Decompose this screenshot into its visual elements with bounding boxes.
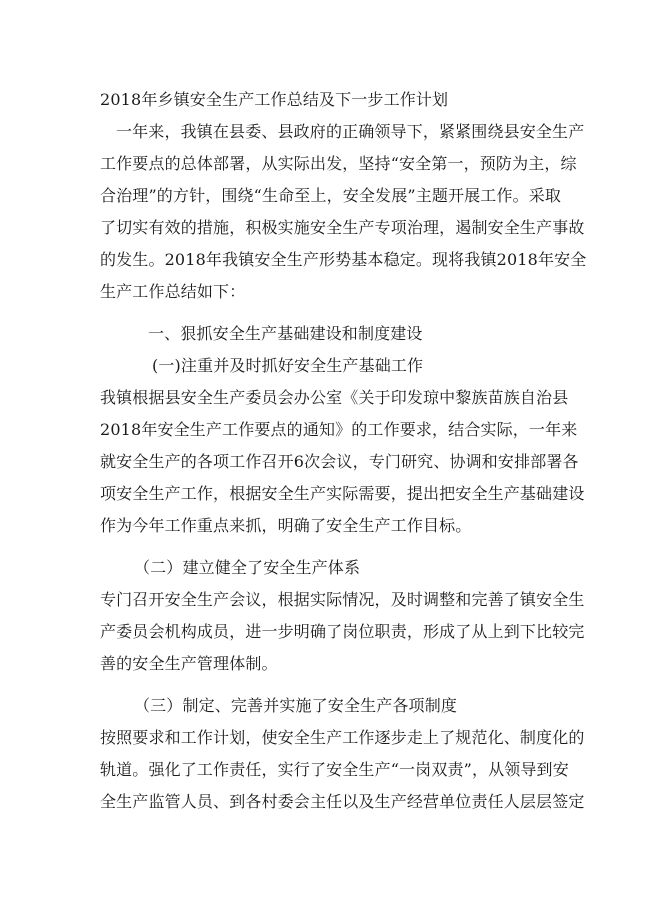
- section-heading-1: 一、狠抓安全生产基础建设和制度建设: [148, 324, 423, 343]
- document-title: 2018年乡镇安全生产工作总结及下一步工作计划: [100, 90, 449, 109]
- intro-line-5: 的发生。2018年我镇安全生产形势基本稳定。现将我镇2018年安全: [100, 250, 587, 269]
- sub3-line-2: 轨道。强化了工作责任，实行了安全生产“一岗双责”，从领导到安: [100, 760, 569, 779]
- intro-line-1: 一年来，我镇在县委、县政府的正确领导下，紧紧围绕县安全生产: [116, 122, 585, 141]
- intro-line-3: 合治理”的方针，围绕“生命至上，安全发展”主题开展工作。采取: [100, 186, 562, 205]
- intro-line-6: 生产工作总结如下：: [100, 282, 246, 301]
- sub1-line-3: 就安全生产的各项工作召开6次会议，专门研究、协调和安排部署各: [100, 452, 579, 471]
- sub1-line-1: 我镇根据县安全生产委员会办公室《关于印发琼中黎族苗族自治县: [100, 388, 569, 407]
- intro-line-4: 了切实有效的措施，积极实施安全生产专项治理，遏制安全生产事故: [100, 218, 585, 237]
- sub2-line-3: 善的安全生产管理体制。: [100, 654, 278, 673]
- subsection-heading-3: （三）制定、完善并实施了安全生产各项制度: [134, 696, 458, 715]
- sub1-line-2: 2018年安全生产工作要点的通知》的工作要求，结合实际，一年来: [100, 420, 578, 439]
- sub2-line-1: 专门召开安全生产会议，根据实际情况，及时调整和完善了镇安全生: [100, 590, 585, 609]
- sub1-line-4: 项安全生产工作，根据安全生产实际需要，提出把安全生产基础建设: [100, 484, 585, 503]
- subsection-heading-2: （二）建立健全了安全生产体系: [134, 558, 361, 577]
- sub3-line-1: 按照要求和工作计划，使安全生产工作逐步走上了规范化、制度化的: [100, 728, 585, 747]
- sub2-line-2: 产委员会机构成员，进一步明确了岗位职责，形成了从上到下比较完: [100, 622, 585, 641]
- sub1-line-5: 作为今年工作重点来抓，明确了安全生产工作目标。: [100, 516, 472, 535]
- intro-line-2: 工作要点的总体部署，从实际出发，坚持“安全第一，预防为主，综: [100, 154, 577, 173]
- subsection-heading-1: (一)注重并及时抓好安全生产基础工作: [152, 356, 424, 375]
- sub3-line-3: 全生产监管人员、到各村委会主任以及生产经营单位责任人层层签定: [100, 792, 585, 811]
